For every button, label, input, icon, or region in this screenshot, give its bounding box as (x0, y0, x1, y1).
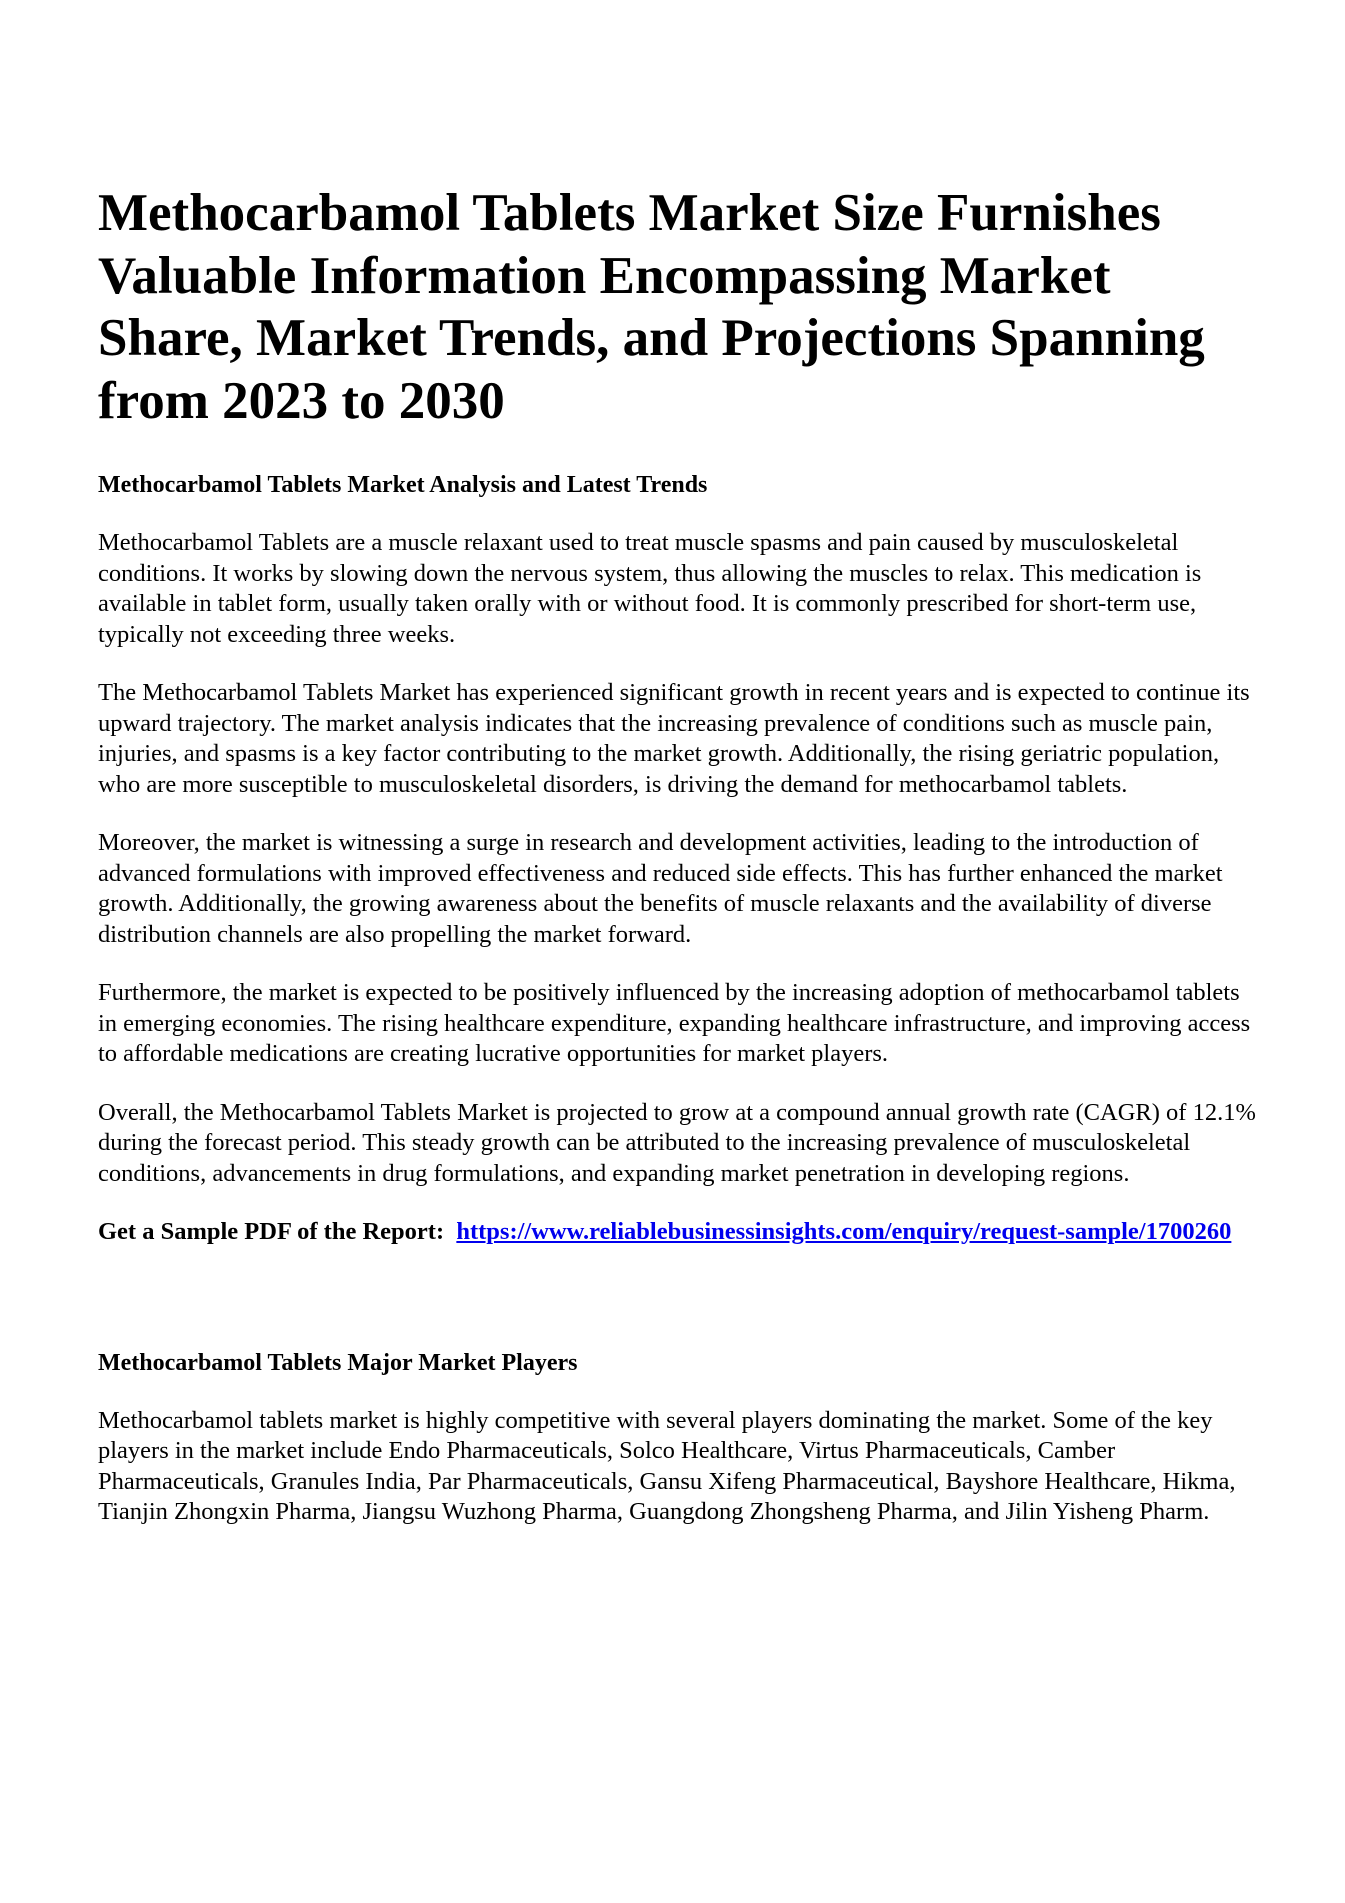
sample-pdf-line (98, 1217, 1260, 1248)
paragraph: Furthermore, the market is expected to be positively influenced by the increasing adoption of methocarbamol tablets in emerging economies. The rising healthcare expenditure, expanding healthcare infrastructure, and improving access to affordable medications are creating lucrative opportunities for market players. (98, 979, 1251, 1067)
paragraph: Methocarbamol tablets market is highly competitive with several players dominating the market. Some of the key players in the market include Endo Pharmaceuticals, Solco Healthcare, Virtus Pharmaceuticals, Camber Pharmaceuticals, Granules India, Par Pharmaceuticals, Gansu Xifeng Pharmaceutical, Bayshore Healthcare, Hikma, Tianjin Zhongxin Pharma, Jiangsu Wuzhong Pharma, Guangdong Zhongsheng Pharma, and Jilin Yisheng Pharm. (98, 1406, 1236, 1525)
sample-pdf-link[interactable]: https://www.reliablebusinessinsights.com/enquiry/request-sample/1700260 (456, 1218, 1232, 1245)
page-title: Methocarbamol Tablets Market Size Furnishes Valuable Information Encompassing Market Share, Market Trends, and Projections Spanning from 2023 to 2030 (98, 184, 1205, 430)
section-heading-analysis: Methocarbamol Tablets Market Analysis and Latest Trends (98, 472, 708, 498)
paragraph: Methocarbamol Tablets are a muscle relaxant used to treat muscle spasms and pain caused by musculoskeletal conditions. It works by slowing down the nervous system, thus allowing the muscles to relax. This medication is available in tablet form, usually taken orally with or without food. It is commonly prescribed for short-term use, typically not exceeding three weeks. (98, 529, 1202, 648)
paragraph: The Methocarbamol Tablets Market has experienced significant growth in recent years and is expected to continue its upward trajectory. The market analysis indicates that the increasing prevalence of conditions such as muscle pain, injuries, and spasms is a key factor contributing to the market growth. Additionally, the rising geriatric population, who are more susceptible to musculoskeletal disorders, is driving the demand for methocarbamol tablets. (98, 679, 1250, 798)
paragraph: Moreover, the market is witnessing a surge in research and development activities, leading to the introduction of advanced formulations with improved effectiveness and reduced side effects. This has further enhanced the market growth. Additionally, the growing awareness about the benefits of muscle relaxants and the availability of diverse distribution channels are also propelling the market forward. (98, 829, 1223, 948)
paragraph: Overall, the Methocarbamol Tablets Market is projected to grow at a compound annual growth rate (CAGR) of 12.1% during the forecast period. This steady growth can be attributed to the increasing prevalence of musculoskeletal conditions, advancements in drug formulations, and expanding market penetration in developing regions. (98, 1098, 1256, 1187)
section-heading-players: Methocarbamol Tablets Major Market Players (98, 1349, 578, 1376)
document-page (98, 182, 1260, 1556)
sample-pdf-label: Get a Sample PDF of the Report: (98, 1218, 445, 1245)
